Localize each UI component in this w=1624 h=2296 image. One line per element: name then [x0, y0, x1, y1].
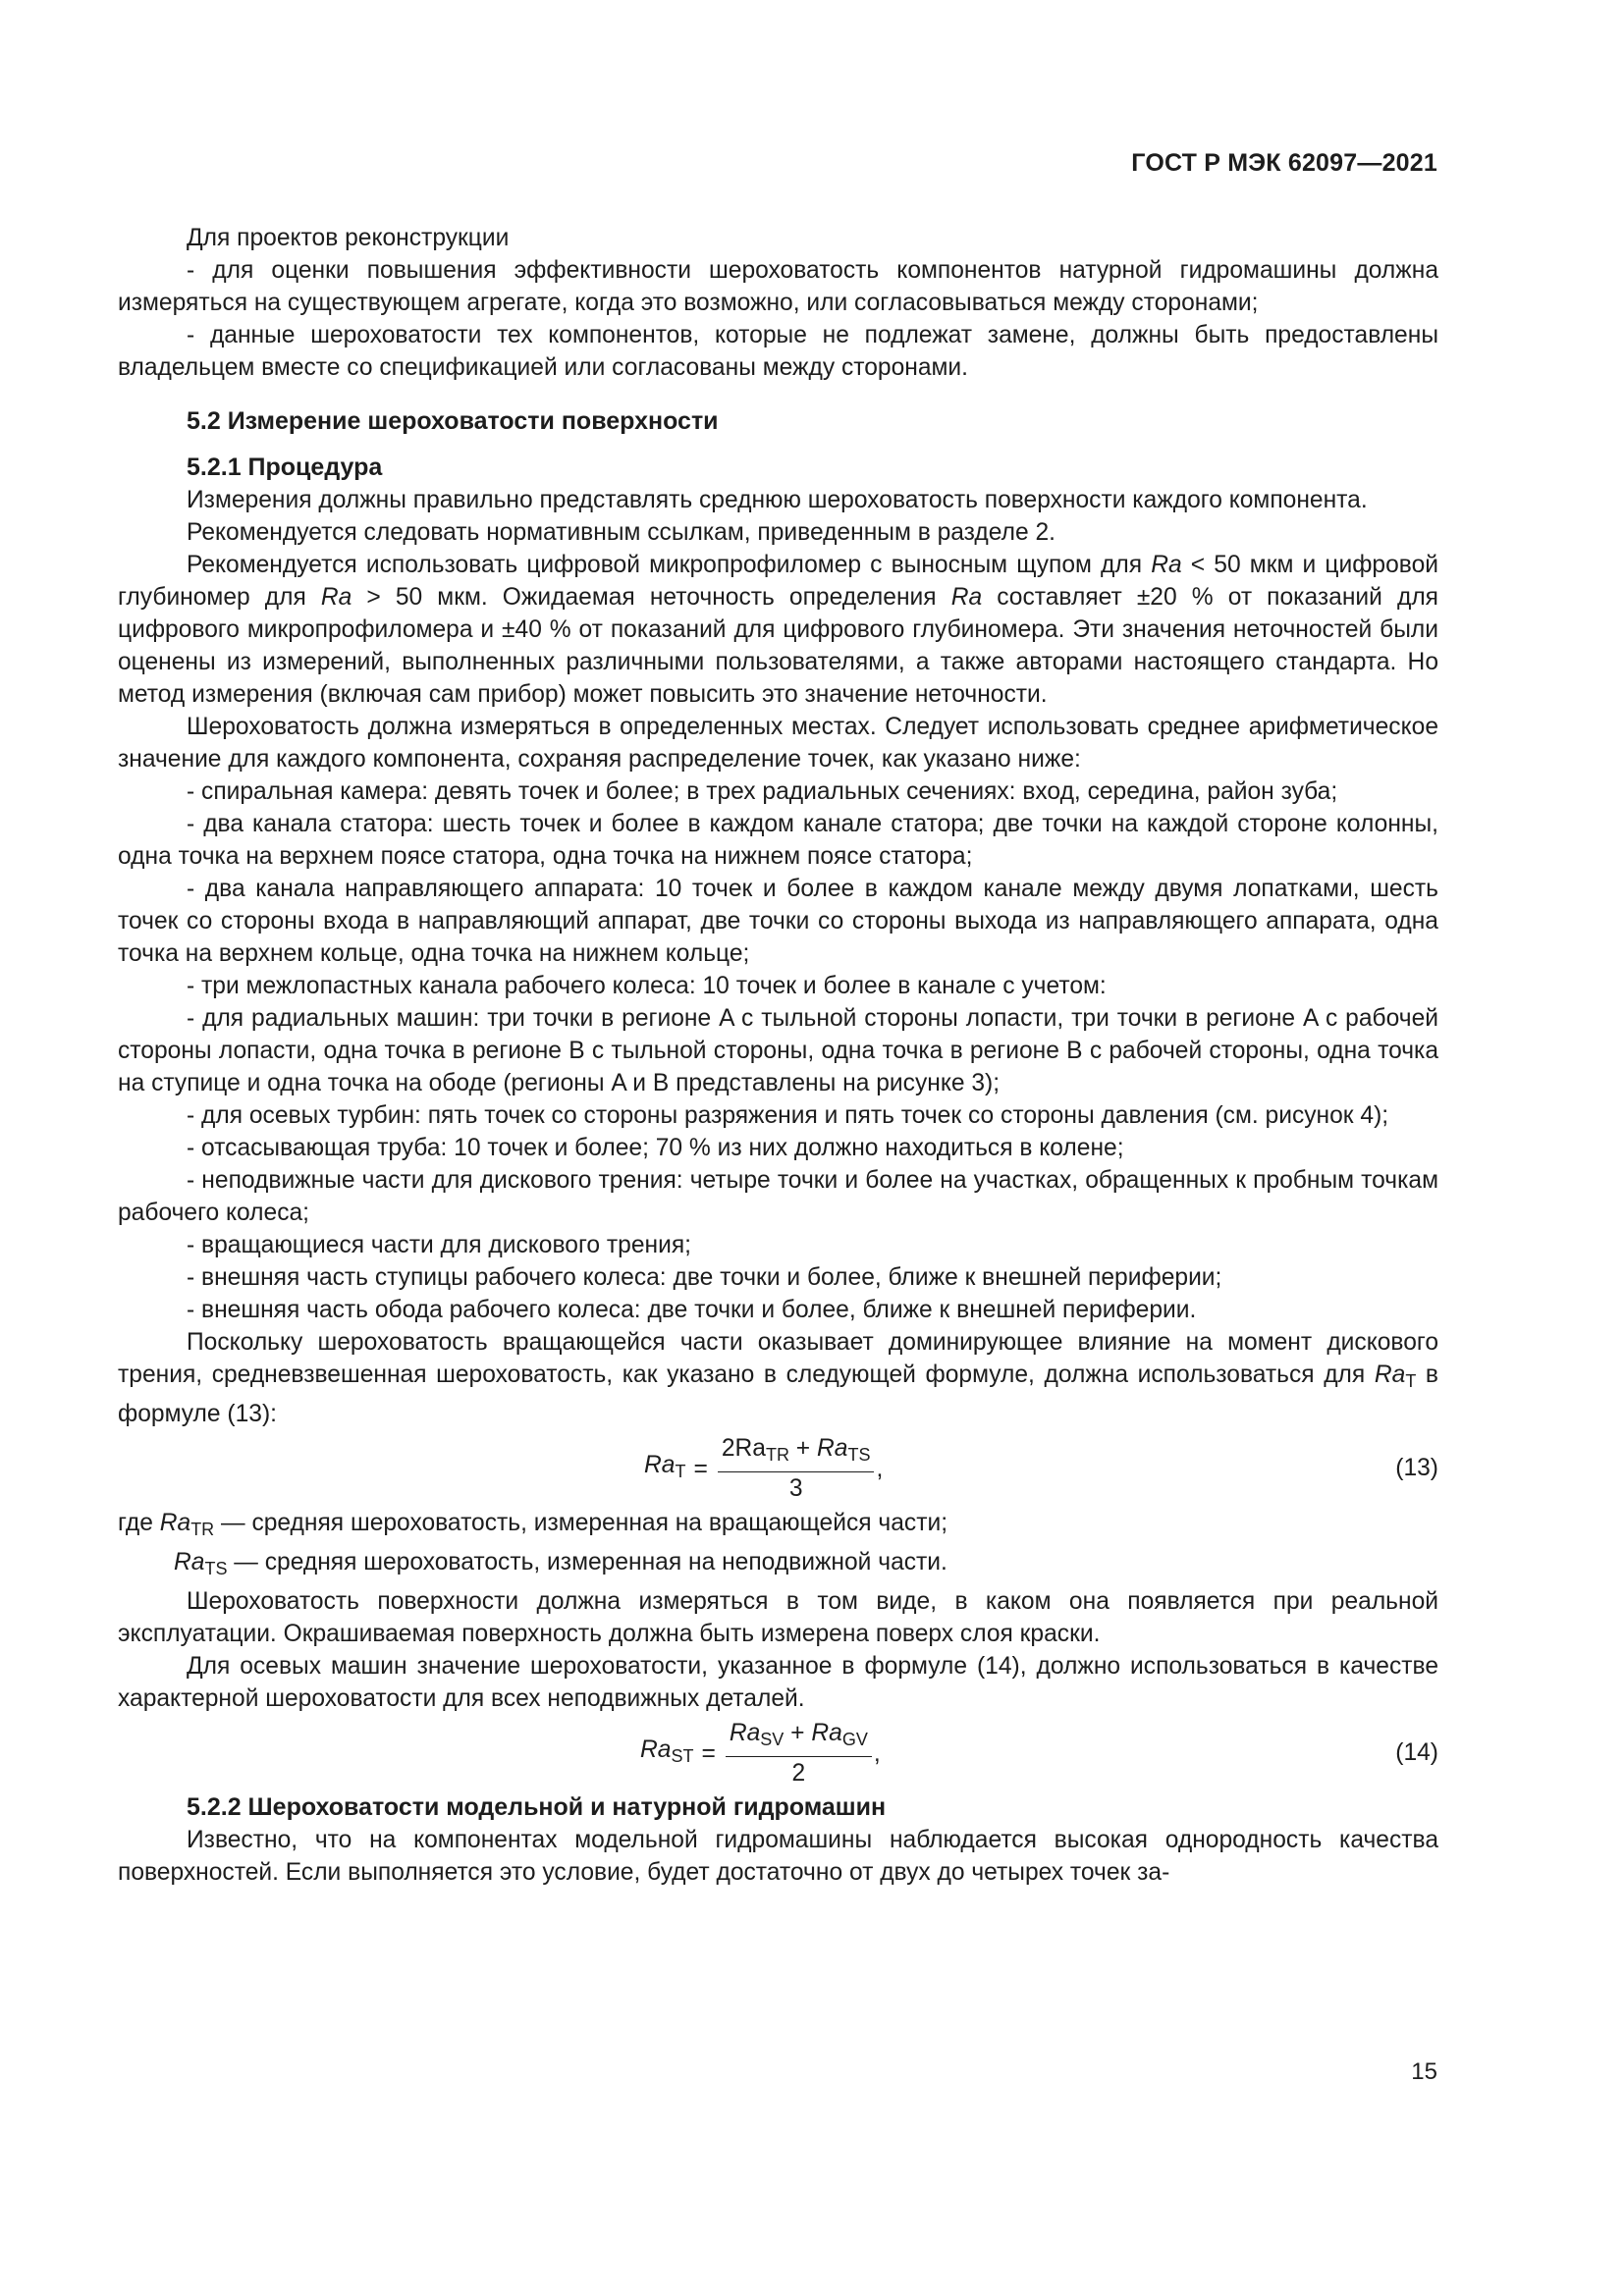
intro-paragraph-1: Для проектов реконструкции	[187, 225, 510, 251]
formula-13	[118, 1430, 1438, 1507]
paragraph-model-prototype: Известно, что на компонентах модельной гидромашины наблюдается высокая однородность качества поверхностей. Если выполняется это условие, будет достаточно от двух до четырех точек за-	[118, 1827, 1438, 1886]
paragraph-axial-machines: Для осевых машин значение шероховатости, указанное в формуле (14), должно использоваться в качестве характерной шероховатости для всех неподвижных деталей.	[118, 1653, 1438, 1712]
page-number: 15	[1411, 2058, 1437, 2085]
page-content	[118, 222, 1438, 1889]
formula-14-fraction: $\frac{Ra_{SV} + Ra_{GV}}{2}$	[726, 1719, 872, 1789]
paragraph-weighted-roughness: Поскольку шероховатость вращающейся части оказывает доминирующее влияние на момент дискового трения, средневзвешенная шероховатость, как указано в следующей формуле, должна использоваться для $Ra_T$ в формуле (13):	[118, 1329, 1438, 1427]
paragraph-locations: Шероховатость должна измеряться в определенных местах. Следует использовать среднее арифметическое значение для каждого компонента, сохраняя распределение точек, как указано ниже:	[118, 714, 1438, 773]
intro-paragraph-2: - для оценки повышения эффективности шероховатость компонентов натурной гидромашины должна измеряться на существующем агрегате, когда это возможно, или согласовываться между сторонами;	[118, 257, 1438, 316]
paragraph-surface-measurement: Шероховатость поверхности должна измеряться в том виде, в каком она появляется при реальной эксплуатации. Окрашиваемая поверхность должна быть измерена поверх слоя краски.	[118, 1588, 1438, 1647]
list-item: - три межлопастных канала рабочего колеса: 10 точек и более в канале с учетом:	[187, 973, 1107, 999]
section-heading-5-2-1: 5.2.1 Процедура	[187, 454, 383, 481]
list-item: - для осевых турбин: пять точек со стороны разряжения и пять точек со стороны давления (см. рисунок 4);	[187, 1102, 1389, 1129]
paragraph-instruments: Рекомендуется использовать цифровой микропрофиломер с выносным щупом для Ra < 50 мкм и цифровой глубиномер для Ra > 50 мкм. Ожидаемая неточность определения Ra составляет ±20 % от показаний для цифрового микропрофиломера и ±40 % от показаний для цифрового глубиномера. Эти значения неточностей были оценены из измерений, выполненных различными пользователями, а также авторами настоящего стандарта. Но метод измерения (включая сам прибор) может повысить это значение неточности.	[118, 552, 1438, 708]
formula-14-expression: $Ra_{ST}$ = $\frac{Ra_{SV} + Ra_{GV}}{2}$ ,	[640, 1719, 881, 1787]
intro-paragraph-3: - данные шероховатости тех компонентов, которые не подлежат замене, должны быть предоставлены владельцем вместе со спецификацией или согласованы между сторонами.	[118, 322, 1438, 381]
formula-13-legend	[118, 1507, 1438, 1585]
formula-13-expression: $Ra_T$ = $\frac{2Ra_{TR} + Ra_{TS}}{3}$ ,	[644, 1434, 884, 1502]
formula-13-number: (13)	[1395, 1455, 1438, 1481]
paragraph-references: Рекомендуется следовать нормативным ссылкам, приведенным в разделе 2.	[187, 519, 1056, 546]
list-item: - внешняя часть ступицы рабочего колеса: две точки и более, ближе к внешней периферии;	[187, 1264, 1222, 1291]
list-item: - внешняя часть обода рабочего колеса: две точки и более, ближе к внешней периферии.	[187, 1297, 1197, 1323]
formula-14	[118, 1715, 1438, 1791]
formula-14-number: (14)	[1395, 1739, 1438, 1766]
list-item: - неподвижные части для дискового трения: четыре точки и более на участках, обращенных к пробным точкам рабочего колеса;	[118, 1167, 1438, 1226]
section-heading-5-2-2: 5.2.2 Шероховатости модельной и натурной гидромашин	[187, 1793, 887, 1821]
list-item: - два канала статора: шесть точек и более в каждом канале статора; две точки на каждой стороне колонны, одна точка на верхнем поясе статора, одна точка на нижнем поясе статора;	[118, 811, 1438, 870]
section-heading-5-2: 5.2 Измерение шероховатости поверхности	[187, 407, 719, 435]
paragraph-measurements: Измерения должны правильно представлять среднюю шероховатость поверхности каждого компонента.	[187, 487, 1368, 513]
list-item: - отсасывающая труба: 10 точек и более; 70 % из них должно находиться в колене;	[187, 1135, 1124, 1161]
list-item: - для радиальных машин: три точки в регионе A с тыльной стороны лопасти, три точки в регионе A с рабочей стороны лопасти, одна точка в регионе B с тыльной стороны, одна точка в регионе B с рабочей стороны, одна точка на ступице и одна точка на ободе (регионы A и B представлены на рисунке 3);	[118, 1005, 1438, 1096]
legend-row-ra-ts: $Ra_{TS}$ — средняя шероховатость, измеренная на неподвижной части.	[174, 1549, 947, 1578]
list-item: - два канала направляющего аппарата: 10 точек и более в каждом канале между двумя лопатками, шесть точек со стороны входа в направляющий аппарат, две точки со стороны выхода из направляющего аппарата, одна точка на верхнем кольце, одна точка на нижнем кольце;	[118, 876, 1438, 967]
list-item: - вращающиеся части для дискового трения;	[187, 1232, 691, 1258]
legend-row-ra-tr: где $Ra_{TR}$ — средняя шероховатость, измеренная на вращающейся части;	[118, 1510, 948, 1539]
formula-13-fraction: $\frac{2Ra_{TR} + Ra_{TS}}{3}$	[718, 1434, 875, 1504]
page-header-standard-number: ГОСТ Р МЭК 62097—2021	[1131, 149, 1437, 177]
list-item: - спиральная камера: девять точек и более; в трех радиальных сечениях: вход, середина, район зуба;	[187, 778, 1338, 805]
